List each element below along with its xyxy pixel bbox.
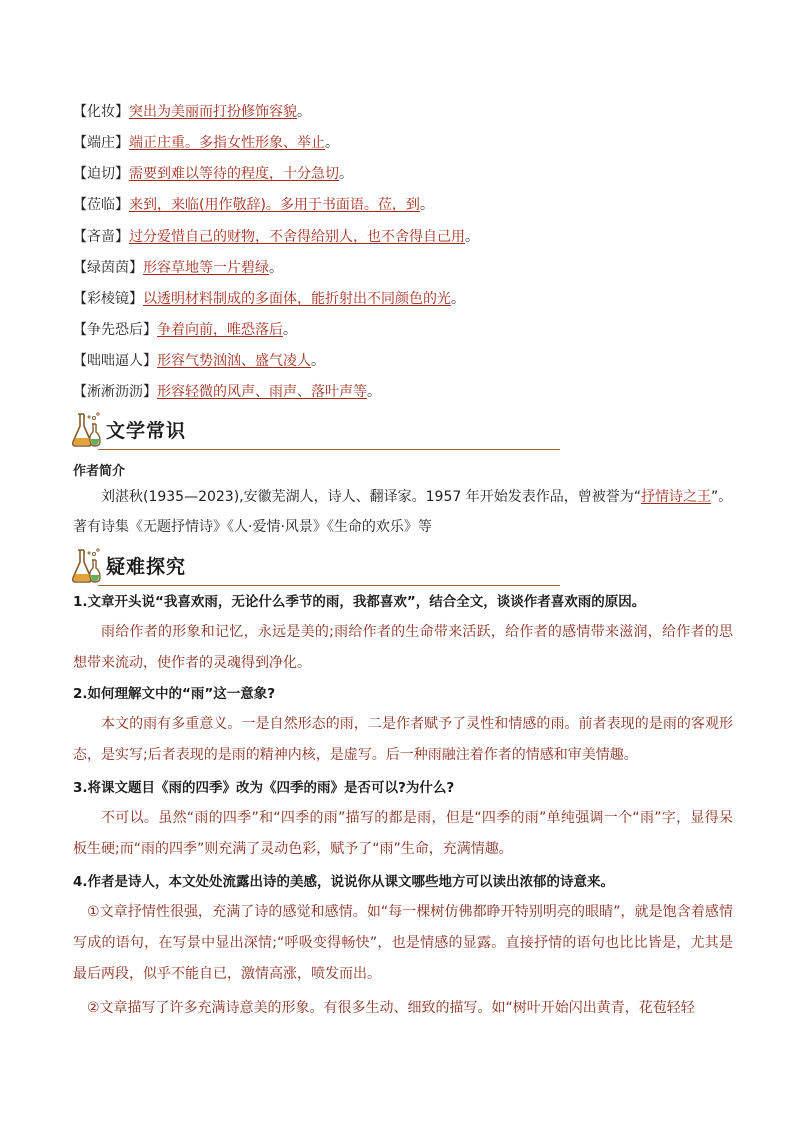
question-1: 1.文章开头说“我喜欢雨，无论什么季节的雨，我都喜欢”，结合全文，谈谈作者喜欢雨的原因。 [73,594,646,610]
vocab-item: 【吝啬】过分爱惜自己的财物，不舍得给别人，也不舍得自己用。 [73,229,479,245]
vocab-item: 【绿茵茵】形容草地等一片碧绿。 [73,260,283,276]
vocab-item: 【彩棱镜】以透明材料制成的多面体，能折射出不同颜色的光。 [73,291,465,307]
answer-4-part-2: ②文章描写了许多充满诗意美的形象。有很多生动、细致的描写。如“树叶开始闪出黄青，花苞轻轻 [87,1000,695,1016]
answer-4-part-1: ①文章抒情性很强，充满了诗的感觉和感情。如“每一棵树仿佛都睁开特别明亮的眼睛”，就是饱含着感情写成的语句，在写景中显出深情;“呼吸变得畅快”，也是情感的显露。直接抒情的语句也比比皆是，尤其是最后两段，似乎不能自已，激情高涨，喷发而出。 [73,904,733,982]
section-divider [98,585,560,586]
section-divider [98,449,560,450]
vocab-item: 【争先恐后】争着向前，唯恐落后。 [73,322,297,338]
vocab-item: 【端庄】端正庄重。多指女性形象、举止。 [73,135,339,151]
answer-3: 不可以。虽然“雨的四季”和“四季的雨”描写的都是雨，但是“四季的雨”单纯强调一个“雨”字，显得呆板生硬;而“雨的四季”则充满了灵动色彩，赋予了“雨”生命，充满情趣。 [73,810,733,857]
section-heading-difficulty [70,546,560,586]
vocab-item: 【化妆】突出为美丽而打扮修饰容貌。 [73,104,311,120]
author-heading: 作者简介 [73,464,126,479]
section-title: 疑难探究 [106,556,187,578]
section-heading-literature [70,410,560,450]
vocab-item: 【迫切】需要到难以等待的程度，十分急切。 [73,166,353,182]
question-2: 2.如何理解文中的“雨”这一意象? [73,686,276,702]
flask-icon [70,410,102,448]
answer-2: 本文的雨有多重意义。一是自然形态的雨，二是作者赋予了灵性和情感的雨。前者表现的是雨的客观形态，是实写;后者表现的是雨的精神内核，是虚写。后一种雨融注着作者的情感和审美情趣。 [73,716,733,763]
flask-icon [70,546,102,584]
vocab-item: 【莅临】来到，来临(用作敬辞)。多用于书面语。莅，到。 [73,197,434,213]
question-4: 4.作者是诗人，本文处处流露出诗的美感，说说你从课文哪些地方可以读出浓郁的诗意来。 [73,874,615,890]
answer-1: 雨给作者的形象和记忆，永远是美的;雨给作者的生命带来活跃，给作者的感情带来滋润，给作者的思想带来流动，使作者的灵魂得到净化。 [73,624,733,671]
author-intro: 刘湛秋(1935—2023),安徽芜湖人，诗人、翻译家。1957 年开始发表作品，曾被誉为“抒情诗之王”。 著有诗集《无题抒情诗》《人·爱情·风景》《生命的欢乐》等 [73,489,733,535]
section-title: 文学常识 [106,420,187,442]
vocab-item: 【咄咄逼人】形容气势汹汹、盛气凌人。 [73,353,325,369]
vocab-item: 【淅淅沥沥】形容轻微的风声、雨声、落叶声等。 [73,384,381,400]
question-3: 3.将课文题目《雨的四季》改为《四季的雨》是否可以?为什么? [73,780,455,796]
